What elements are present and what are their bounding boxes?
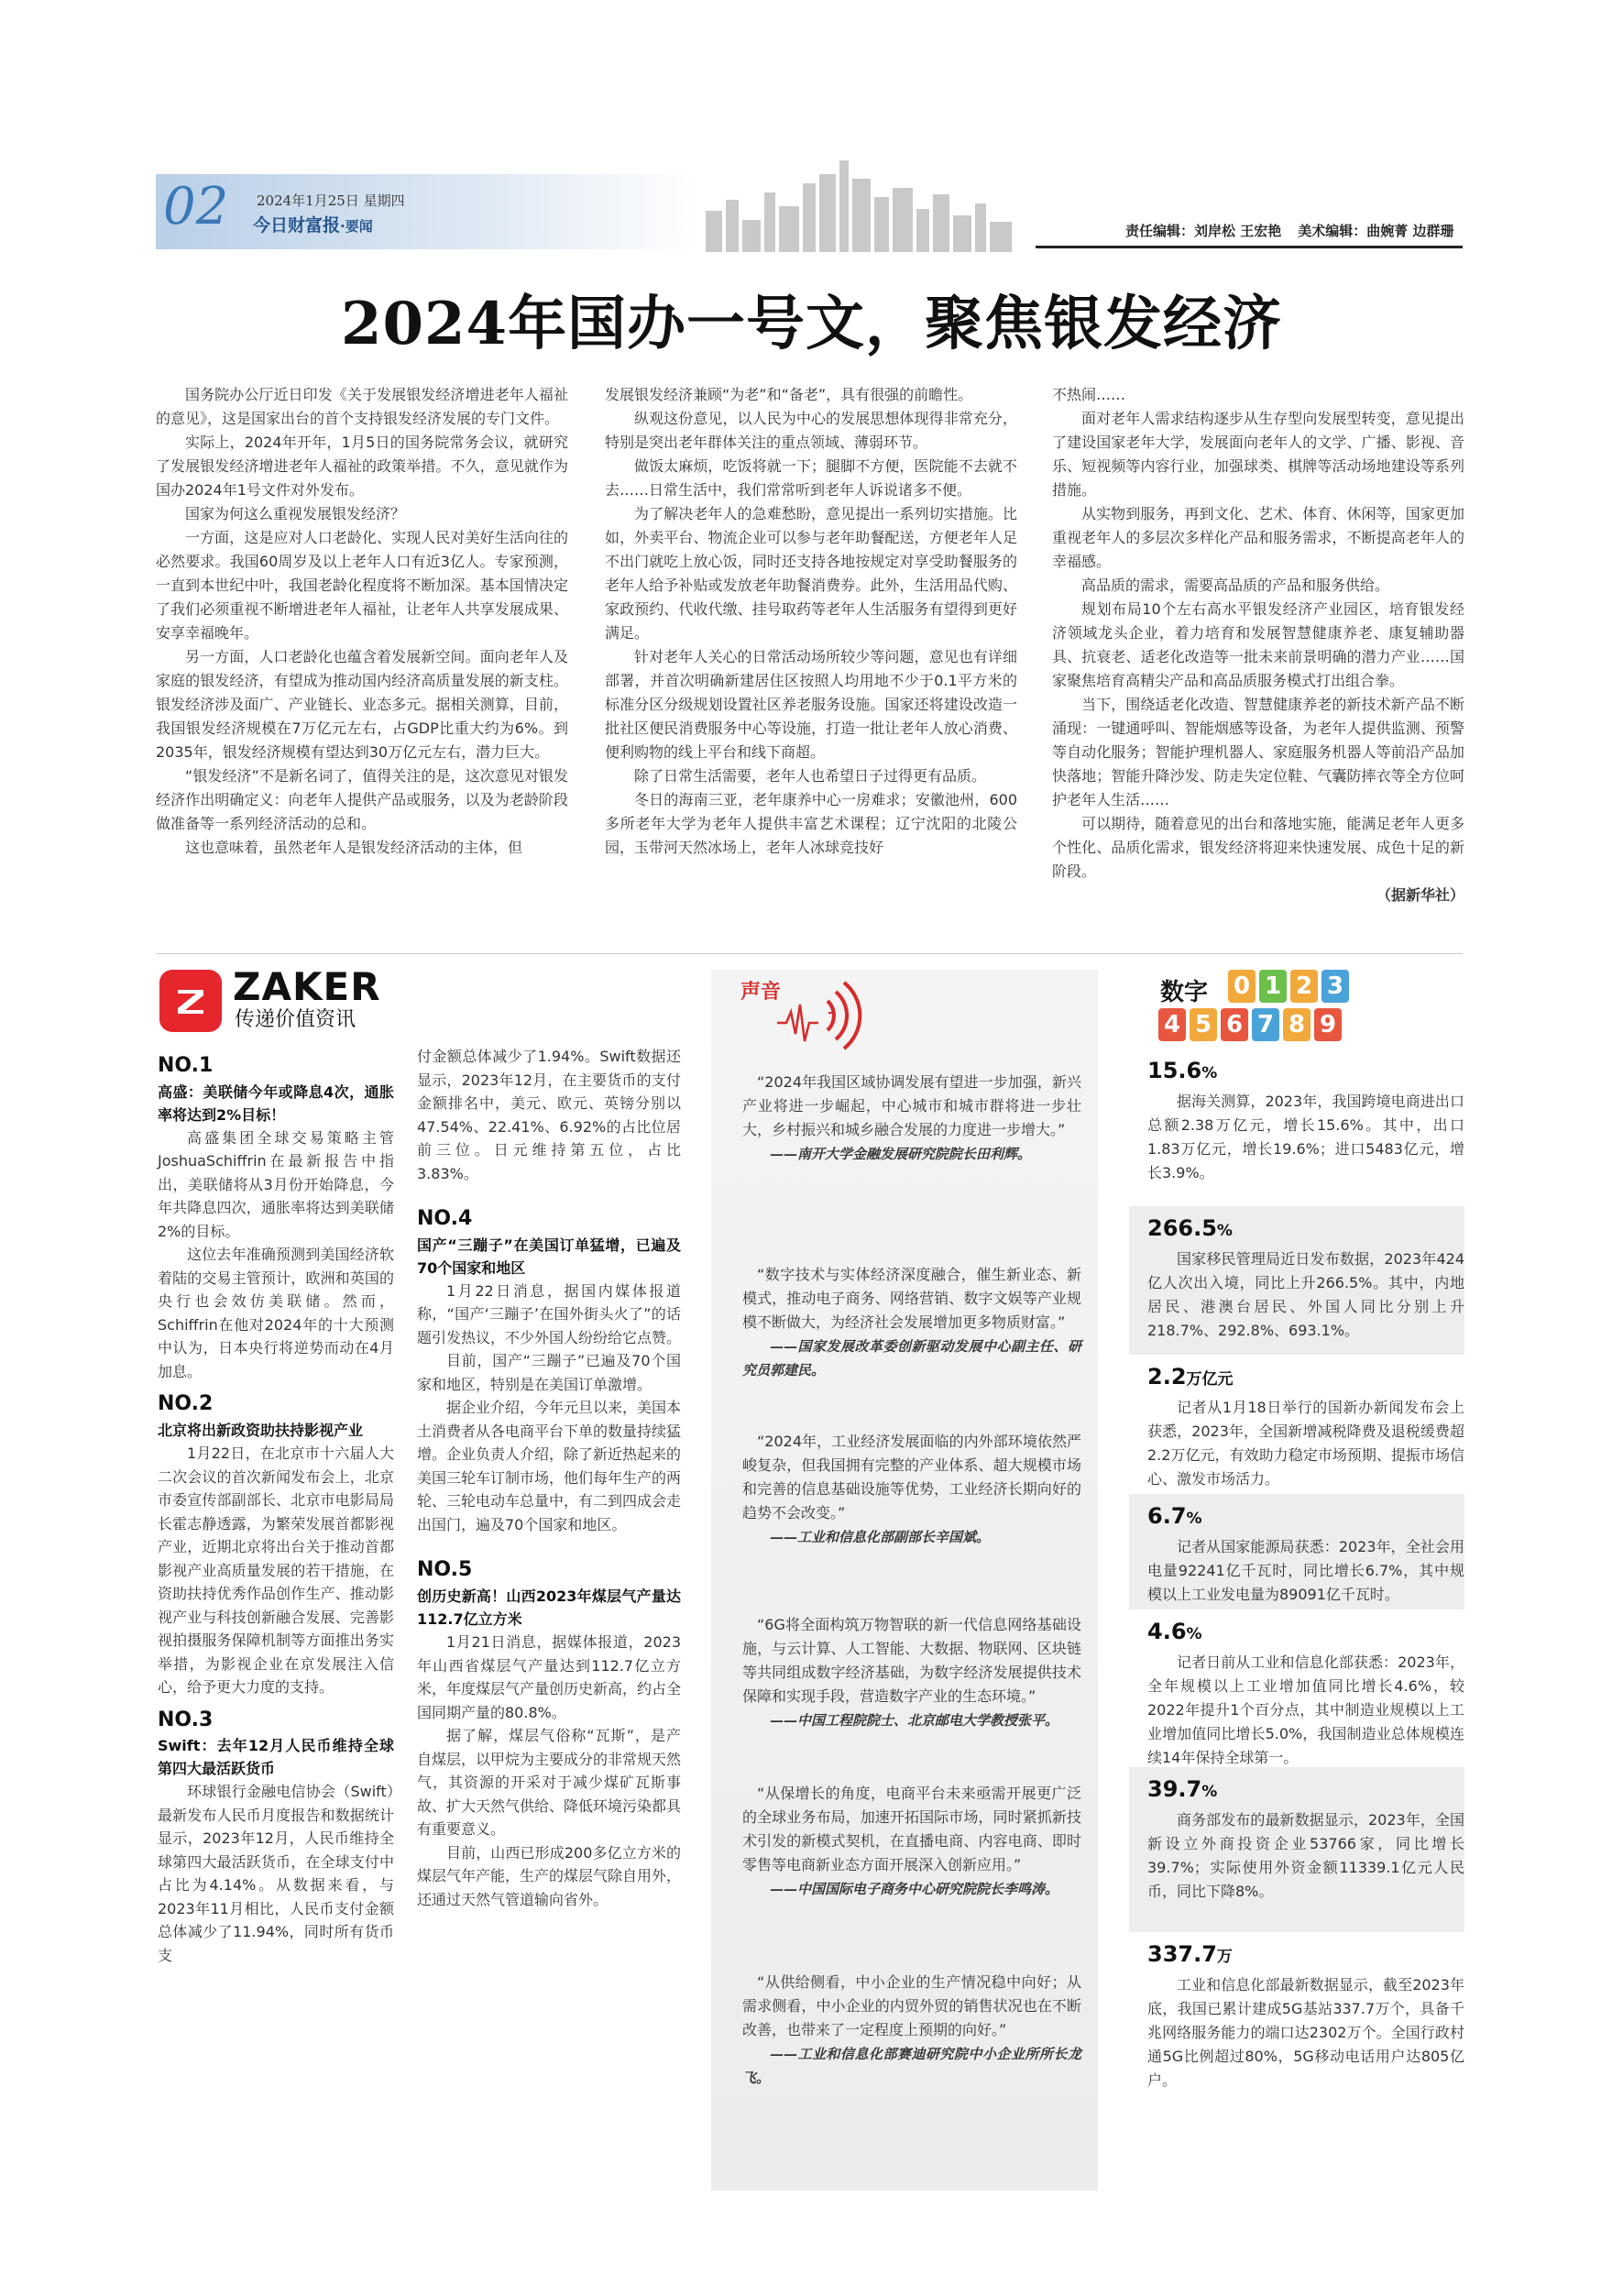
number-text: 国家移民管理局近日发布数据，2023年424亿人次出入境，同比上升266.5%。其中，内地居民、港澳台居民、外国人同比分别上升218.7%、292.8%、693.1%。 bbox=[1147, 1249, 1464, 1339]
article-paragraph: 做饭太麻烦，吃饭将就一下；腿脚不方便，医院能不去就不去……日常生活中，我们常常听到老年人诉说诸多不便。 bbox=[605, 457, 1017, 499]
article-paragraph: 高品质的需求，需要高品质的产品和服务供给。 bbox=[1081, 577, 1390, 594]
digit-badge: 6 bbox=[1221, 1008, 1248, 1041]
number-value: 39.7 bbox=[1147, 1776, 1202, 1802]
main-headline: 2024年国办一号文，聚焦银发经济 bbox=[340, 290, 1283, 358]
number-text: 商务部发布的最新数据显示，2023年，全国新设立外商投资企业53766家，同比增长39.7%；实际使用外资金额11339.1亿元人民币，同比下降8%。 bbox=[1147, 1810, 1464, 1900]
voice-quote bbox=[742, 1613, 1081, 1732]
number-value-line bbox=[1147, 1503, 1464, 1530]
number-value: 15.6 bbox=[1147, 1058, 1202, 1083]
section-name: ·要闻 bbox=[340, 218, 373, 235]
article-paragraph: 纵观这份意见，以人民为中心的发展思想体现得非常充分，特别是突出老年群体关注的重点领域、薄弱环节。 bbox=[605, 410, 1017, 451]
number-unit: % bbox=[1186, 1625, 1202, 1643]
paper-title: 今日财富报 bbox=[253, 215, 341, 236]
paper-name bbox=[253, 217, 373, 235]
quote-text: “从保增长的角度，电商平台未来亟需开展更广泛的全球业务布局，加速开拓国际市场，同时紧抓新技术引发的新模式契机，在直播电商、内容电商、即时零售等电商新业态方面开展深入创新应用。” bbox=[742, 1785, 1081, 1873]
article-paragraph: 另一方面，人口老龄化也蕴含着发展新空间。面向老年人及家庭的银发经济，有望成为推动国内经济高质量发展的新支柱。银发经济涉及面广、产业链长、业态多元。据相关测算，目前，我国银发经济规模在7万亿元左右，占GDP比重大约为6%。到2035年，银发经济规模有望达到30万亿元左右，潜力巨大。 bbox=[156, 648, 568, 761]
art-editors: 美术编辑：曲婉菁 边群珊 bbox=[1298, 223, 1454, 239]
article-paragraph: 实际上，2024年开年，1月5日的国务院常务会议，就研究了发展银发经济增进老年人福祉的政策举措。不久，意见就作为国办2024年1号文件对外发布。 bbox=[156, 434, 568, 499]
zaker-item-paragraph: 1月21日消息，据媒体报道，2023年山西省煤层气产量达到112.7亿立方米，年度煤层气产量创历史新高，约占全国同期产量的80.8%。 bbox=[417, 1633, 682, 1721]
number-value: 6.7 bbox=[1147, 1503, 1187, 1529]
zaker-spacer bbox=[417, 1536, 681, 1549]
article-paragraph: 发展银发经济兼顾“为老”和“备老”，具有很强的前瞻性。 bbox=[605, 386, 973, 403]
number-item bbox=[1147, 1619, 1464, 1770]
quote-text: “6G将全面构筑万物智联的新一代信息网络基础设施，与云计算、人工智能、大数据、物联网、区块链等共同组成数字经济基础，为数字经济发展提供技术保障和实现手段，营造数字产业的生态环境。” bbox=[742, 1616, 1081, 1705]
zaker-item-paragraph: 高盛集团全球交易策略主管JoshuaSchiffrin在最新报告中指出，美联储将从3月份开始降息，今年共降息四次，通胀率将达到美联储2%的目标。 bbox=[158, 1128, 394, 1240]
number-value: 337.7 bbox=[1147, 1941, 1217, 1967]
header-band bbox=[156, 174, 701, 249]
digit-badge: 4 bbox=[1158, 1008, 1186, 1041]
city-skyline-illustration bbox=[696, 156, 1081, 252]
digit-badge: 2 bbox=[1290, 970, 1318, 1003]
zaker-item-number: NO.4 bbox=[417, 1207, 473, 1230]
digit-badge: 7 bbox=[1252, 1008, 1279, 1041]
number-value-line bbox=[1147, 1215, 1464, 1242]
zaker-logo-icon bbox=[159, 970, 222, 1032]
article-column-2 bbox=[605, 383, 1017, 860]
zaker-item-paragraph: 这位去年准确预测到美国经济软着陆的交易主管预计，欧洲和英国的央行也会效仿美联储。然而，Schiffrin在他对2024年的十大预测中认为，日本央行将逆势而动在4月加息。 bbox=[158, 1246, 394, 1380]
responsible-editors: 责任编辑：刘岸松 王宏艳 bbox=[1125, 223, 1282, 239]
number-value-line bbox=[1147, 1058, 1464, 1084]
quote-speaker: ——工业和信息化部赛迪研究院中小企业所所长龙飞。 bbox=[742, 2046, 1081, 2086]
article-paragraph: 冬日的海南三亚，老年康养中心一房难求；安徽池州，600多所老年大学为老年人提供丰富艺术课程；辽宁沈阳的北陵公园，玉带河天然冰场上，老年人冰球竞技好 bbox=[605, 791, 1017, 856]
digit-badge: 8 bbox=[1283, 1008, 1310, 1041]
zaker-item-paragraph: 目前，山西已形成200多亿立方米的煤层气年产能，生产的煤层气除自用外，还通过天然气管道输向省外。 bbox=[417, 1843, 682, 1908]
article-column-3 bbox=[1052, 383, 1464, 907]
zaker-item-paragraph: 1月22日消息，据国内媒体报道称，“国产‘三蹦子’在国外街头火了”的话题引发热议，不少外国人纷纷给它点赞。 bbox=[417, 1281, 682, 1346]
number-unit: % bbox=[1201, 1064, 1218, 1082]
zaker-item-title: 国产“三蹦子”在美国订单猛增，已遍及70个国家和地区 bbox=[417, 1236, 681, 1277]
number-unit: % bbox=[1201, 1783, 1218, 1801]
number-unit: % bbox=[1186, 1510, 1202, 1528]
article-source: （据新华社） bbox=[1376, 886, 1464, 904]
number-value-line bbox=[1147, 1364, 1464, 1390]
digit-badge: 5 bbox=[1190, 1008, 1217, 1041]
article-paragraph: 当下，围绕适老化改造、智慧健康养老的新技术新产品不断涌现：一键通呼叫、智能烟感等设备，为老年人提供监测、预警等自动化服务；智能护理机器人、家庭服务机器人等前沿产品加快落地；智能升降沙发、防走失定位鞋、气囊防摔衣等全方位呵护老年人生活…… bbox=[1052, 696, 1464, 808]
article-paragraph: 这也意味着，虽然老年人是银发经济活动的主体，但 bbox=[185, 839, 523, 856]
number-item bbox=[1147, 1215, 1464, 1343]
article-paragraph: 为了解决老年人的急难愁盼，意见提出一系列切实措施。比如，外卖平台、物流企业可以参与老年助餐配送，方便老年人足不出门就吃上放心饭，同时还支持各地按规定对享受助餐服务的老年人给予补贴或发放老年助餐消费券。此外，生活用品代购、家政预约、代收代缴、挂号取药等老年人生活服务有望得到更好满足。 bbox=[605, 505, 1017, 642]
number-value: 4.6 bbox=[1147, 1619, 1187, 1644]
voice-quote bbox=[742, 1430, 1081, 1549]
voice-sound-icon bbox=[777, 977, 887, 1050]
quote-speaker: ——国家发展改革委创新驱动发展中心副主任、研究员郭建民。 bbox=[742, 1338, 1081, 1379]
zaker-spacer bbox=[417, 1185, 681, 1198]
number-text: 工业和信息化部最新数据显示，截至2023年底，我国已累计建成5G基站337.7万个，具备千兆网络服务能力的端口达2302万个。全国行政村通5G比例超过80%，5G移动电话用户达805亿户。 bbox=[1147, 1975, 1464, 2089]
zaker-name: ZAKER bbox=[233, 964, 381, 1009]
article-paragraph: 可以期待，随着意见的出台和落地实施，能满足老年人更多个性化、品质化需求，银发经济将迎来快速发展、成色十足的新阶段。 bbox=[1052, 815, 1464, 880]
quote-speaker: ——南开大学金融发展研究院院长田利辉。 bbox=[770, 1146, 1032, 1162]
zaker-item-title: Swift：去年12月人民币维持全球第四大最活跃货币 bbox=[158, 1737, 394, 1778]
editors bbox=[1109, 225, 1453, 238]
article-paragraph: 规划布局10个左右高水平银发经济产业园区，培育银发经济领域龙头企业，着力培育和发展智慧健康养老、康复辅助器具、抗衰老、适老化改造等一批未来前景明确的潜力产业……国家聚焦培育高精尖产品和高品质服务模式打出组合拳。 bbox=[1052, 600, 1464, 689]
article-paragraph: 国家为何这么重视发展银发经济？ bbox=[185, 505, 406, 522]
number-value-line bbox=[1147, 1941, 1464, 1968]
article-paragraph: 面对老年人需求结构逐步从生存型向发展型转变，意见提出了建设国家老年大学，发展面向老年人的文学、广播、影视、音乐、短视频等内容行业，加强球类、棋牌等活动场地建设等系列措施。 bbox=[1052, 410, 1464, 499]
number-item bbox=[1147, 1058, 1464, 1185]
quote-speaker: ——工业和信息化部副部长辛国斌。 bbox=[770, 1529, 991, 1545]
number-item bbox=[1147, 1776, 1464, 1904]
zaker-item-number: NO.5 bbox=[417, 1558, 473, 1582]
number-unit: 万 bbox=[1216, 1948, 1233, 1966]
number-item bbox=[1147, 1941, 1464, 2093]
quote-text: “数字技术与实体经济深度融合，催生新业态、新模式，推动电子商务、网络营销、数字文娱等产业规模不断做大，为经济社会发展增加更多物质财富。” bbox=[742, 1266, 1081, 1331]
number-unit: % bbox=[1216, 1222, 1233, 1240]
quote-speaker: ——中国工程院院士、北京邮电大学教授张平。 bbox=[770, 1712, 1059, 1729]
voice-quote bbox=[742, 1071, 1081, 1166]
issue-date: 2024年1月25日 星期四 bbox=[257, 192, 405, 209]
zaker-item-number: NO.3 bbox=[158, 1708, 214, 1731]
quote-speaker: ——中国国际电子商务中心研究院院长李鸣涛。 bbox=[770, 1881, 1059, 1897]
zaker-item-number: NO.1 bbox=[158, 1054, 214, 1077]
zaker-item-title: 创历史新高！山西2023年煤层气产量达112.7亿立方米 bbox=[417, 1587, 681, 1629]
number-text: 据海关测算，2023年，我国跨境电商进出口总额2.38万亿元，增长15.6%。其中，出口1.83万亿元，增长19.6%；进口5483亿元，增长3.9%。 bbox=[1147, 1092, 1464, 1181]
zaker-item-paragraph: 1月22日，在北京市十六届人大二次会议的首次新闻发布会上，北京市委宣传部副部长、北京市电影局局长霍志静透露，为繁荣发展首都影视产业，近期北京将出台关于推动首都影视产业高质量发展的若干措施，在资助扶持优秀作品创作生产、推动影视产业与科技创新融合发展、完善影视拍摄服务保障机制等方面推出务实举措，为影视企业在京发展注入信心，给予更大力度的支持。 bbox=[158, 1445, 394, 1697]
number-value: 2.2 bbox=[1147, 1364, 1187, 1390]
number-unit: 万亿元 bbox=[1186, 1370, 1234, 1389]
number-value: 266.5 bbox=[1147, 1215, 1217, 1241]
zaker-item-paragraph: 据企业介绍，今年元旦以来，美国本土消费者从各电商平台下单的数量持续猛增。企业负责人介绍，除了新近热起来的美国三轮车订制市场，他们每年生产的两轮、三轮电动车总量中，有二到四成会走出国门，遍及70个国家和地区。 bbox=[417, 1399, 682, 1533]
voice-quote bbox=[742, 1971, 1081, 2090]
number-item bbox=[1147, 1364, 1464, 1491]
article-column-1 bbox=[156, 383, 568, 860]
number-text: 记者从国家能源局获悉：2023年，全社会用电量92241亿千瓦时，同比增长6.7%，其中规模以上工业发电量为89091亿千瓦时。 bbox=[1147, 1537, 1464, 1603]
zaker-slogan: 传递价值资讯 bbox=[235, 1008, 356, 1031]
article-paragraph: 不热闹…… bbox=[1052, 386, 1126, 403]
digit-badge: 1 bbox=[1259, 970, 1287, 1003]
zaker-item-title: 北京将出新政资助扶持影视产业 bbox=[158, 1422, 364, 1440]
digit-badge: 3 bbox=[1321, 970, 1349, 1003]
number-text: 记者日前从工业和信息化部获悉：2023年，全年规模以上工业增加值同比增长4.6%，较2022年提升1个百分点，其中制造业规模以上工业增加值同比增长5.0%，我国制造业总体规模连续14年保持全球第一。 bbox=[1147, 1653, 1464, 1766]
quote-text: “2024年我国区域协调发展有望进一步加强，新兴产业将进一步崛起，中心城市和城市群将进一步壮大，乡村振兴和城乡融合发展的力度进一步增大。” bbox=[742, 1073, 1081, 1138]
article-paragraph: 从实物到服务，再到文化、艺术、体育、休闲等，国家更加重视老年人的多层次多样化产品和服务需求，不断提高老年人的幸福感。 bbox=[1052, 505, 1464, 570]
article-paragraph: 一方面，这是应对人口老龄化、实现人民对美好生活向往的必然要求。我国60周岁及以上老年人口有近3亿人。专家预测，一直到本世纪中叶，我国老龄化程度将不断加深。基本国情决定了我们必须重视不断增进老年人福祉，让老年人共享发展成果、安享幸福晚年。 bbox=[156, 529, 568, 642]
zaker-item-paragraph: 据了解，煤层气俗称“瓦斯”，是产自煤层，以甲烷为主要成分的非常规天然气，其资源的开采对于减少煤矿瓦斯事故、扩大天然气供给、降低环境污染都具有重要意义。 bbox=[417, 1727, 682, 1839]
zaker-item-paragraph: 付金额总体减少了1.94%。Swift数据还显示，2023年12月，在主要货币的支付金额排名中，美元、欧元、英镑分别以47.54%、22.41%、6.92%的占比位居前三位。日元维持第五位，占比3.83%。 bbox=[417, 1048, 681, 1182]
digit-badge: 0 bbox=[1228, 970, 1256, 1003]
number-value-line bbox=[1147, 1776, 1464, 1803]
digit-badge: 9 bbox=[1314, 1008, 1342, 1041]
voice-quote bbox=[742, 1782, 1081, 1901]
article-paragraph: 针对老年人关心的日常活动场所较少等问题，意见也有详细部署，并首次明确新建居住区按照人均用地不少于0.1平方米的标准分区分级规划设置社区养老服务设施。国家还将建设改造一批社区便民消费服务中心等设施，打造一批让老年人放心消费、便利购物的线上平台和线下商超。 bbox=[605, 648, 1017, 761]
numbers-label: 数字 bbox=[1160, 979, 1209, 1006]
zaker-item-paragraph: 环球银行金融电信协会（Swift）最新发布人民币月度报告和数据统计显示，2023年12月，人民币维持全球第四大最活跃货币，在全球支付中占比为4.14%。从数据来看，与2023年11月相比，人民币支付金额总体减少了11.94%，同时所有货币支 bbox=[158, 1783, 394, 1964]
number-value-line bbox=[1147, 1619, 1464, 1645]
section-divider bbox=[156, 953, 1463, 954]
zaker-item-paragraph: 目前，国产“三蹦子”已遍及70个国家和地区，特别是在美国订单激增。 bbox=[417, 1352, 681, 1393]
number-text: 记者从1月18日举行的国新办新闻发布会上获悉，2023年，全国新增减税降费及退税缓费超2.2万亿元，有效助力稳定市场预期、提振市场信心、激发市场活力。 bbox=[1147, 1398, 1464, 1488]
article-paragraph: 除了日常生活需要，老年人也希望日子过得更有品质。 bbox=[634, 767, 987, 785]
zaker-item-number: NO.2 bbox=[158, 1392, 214, 1416]
voice-quote bbox=[742, 1263, 1081, 1382]
number-item bbox=[1147, 1503, 1464, 1607]
article-paragraph: 国务院办公厅近日印发《关于发展银发经济增进老年人福祉的意见》，这是国家出台的首个支持银发经济发展的专门文件。 bbox=[156, 386, 568, 427]
article-paragraph: “银发经济”不是新名词了，值得关注的是，这次意见对银发经济作出明确定义：向老年人提供产品或服务，以及为老龄阶段做准备等一系列经济活动的总和。 bbox=[156, 767, 568, 832]
zaker-item-title: 高盛：美联储今年或降息4次，通胀率将达到2%目标！ bbox=[158, 1082, 394, 1124]
header-rule bbox=[1036, 246, 1463, 248]
page-number: 02 bbox=[163, 177, 229, 236]
voice-title: 声音 bbox=[740, 981, 782, 1004]
zaker-column-2 bbox=[417, 1045, 681, 1911]
quote-text: “2024年，工业经济发展面临的内外部环境依然严峻复杂，但我国拥有完整的产业体系、超大规模市场和完善的信息基础设施等优势，工业经济长期向好的趋势不会改变。” bbox=[742, 1433, 1081, 1522]
quote-text: “从供给侧看，中小企业的生产情况稳中向好；从需求侧看，中小企业的内贸外贸的销售状况也在不断改善，也带来了一定程度上预期的向好。” bbox=[742, 1973, 1081, 2038]
zaker-column-1 bbox=[158, 1045, 394, 1967]
